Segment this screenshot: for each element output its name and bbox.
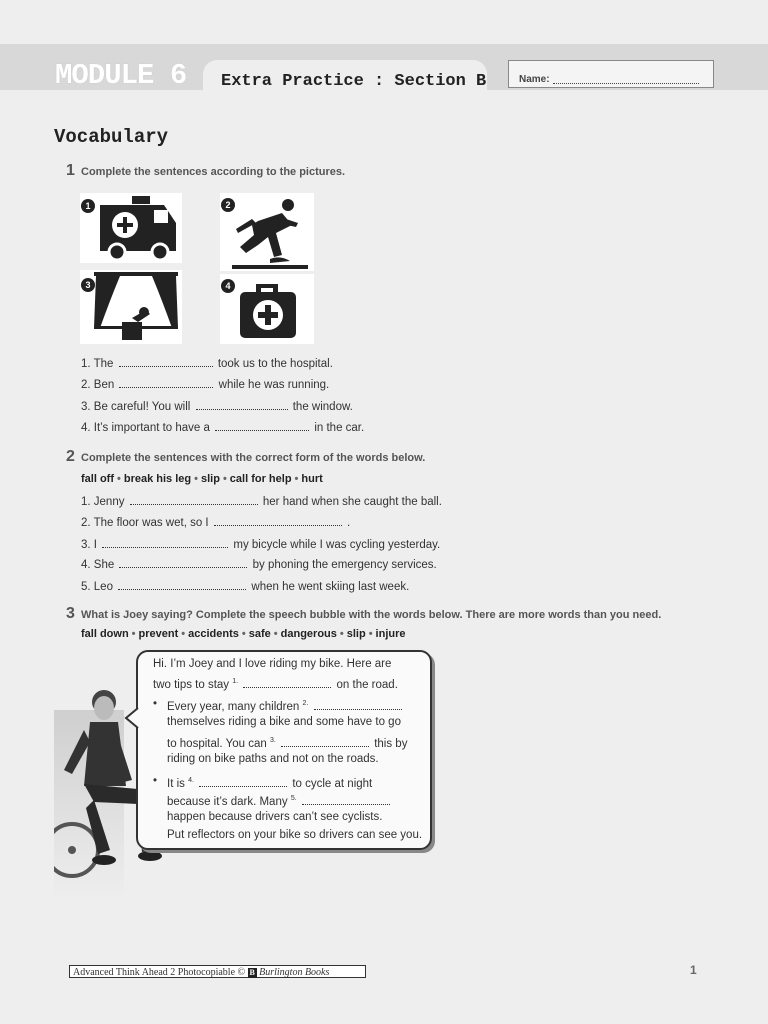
bubble-line-9: happen because drivers can’t see cyclists.: [167, 811, 383, 823]
picture-3: [80, 270, 182, 344]
bubble-line-2: [153, 673, 398, 694]
ex2-s5-start: 5. Leo: [81, 581, 113, 593]
ex1-s2-start: 2. Ben: [81, 379, 115, 391]
name-field[interactable]: [553, 83, 699, 84]
bubble-line-5-end: this by: [374, 737, 408, 750]
picture-3-badge: 3: [81, 278, 95, 292]
ex2-blank-2[interactable]: [214, 516, 342, 526]
exercise-1-instruction: Complete the sentences according to the pictures.: [81, 166, 346, 178]
bubble-line-2-start: two tips to stay: [153, 678, 230, 691]
footer-publisher: Burlington Books: [259, 967, 330, 978]
word-separator: •: [241, 628, 246, 640]
picture-1: [80, 193, 182, 263]
ex1-sentence-4: [81, 421, 364, 434]
ex2-s1-start: 1. Jenny: [81, 496, 125, 508]
word-bank-item: slip: [346, 628, 366, 640]
ex2-sentence-3: [81, 538, 440, 551]
ex2-s1-end: her hand when she caught the ball.: [262, 496, 442, 508]
ex1-blank-1[interactable]: [119, 357, 213, 367]
name-label: Name:: [519, 74, 550, 85]
ex2-blank-1[interactable]: [130, 495, 258, 505]
picture-4-badge: 4: [221, 279, 235, 293]
word-separator: •: [181, 628, 186, 640]
page-number: 1: [690, 963, 697, 977]
ex2-s3-start: 3. I: [81, 539, 97, 551]
footer-text: Advanced Think Ahead 2 Photocopiable ©: [73, 967, 246, 978]
bubble-bullet-2: •: [153, 775, 158, 787]
ex1-s2-end: while he was running.: [218, 379, 330, 391]
ex2-word-bank: [81, 473, 323, 485]
ex3-blank-1[interactable]: [243, 678, 331, 688]
ex3-word-bank: [81, 628, 406, 640]
word-bank-item: call for help: [229, 473, 292, 485]
section-heading: Vocabulary: [54, 126, 169, 148]
word-bank-item: injure: [375, 628, 406, 640]
bubble-line-1: Hi. I’m Joey and I love riding my bike. Here are: [153, 658, 392, 670]
ex2-s4-end: by phoning the emergency services.: [252, 559, 437, 571]
ex1-sentence-2: [81, 378, 329, 391]
ex2-sentence-4: [81, 558, 437, 571]
bubble-line-2-end: on the road.: [336, 678, 398, 691]
speech-bubble-tail: [124, 706, 140, 730]
bubble-line-10: Put reflectors on your bike so drivers can see you.: [167, 829, 423, 841]
ex1-s1-start: 1. The: [81, 358, 114, 370]
ex2-sentence-1: [81, 495, 442, 508]
ex1-sentence-1: [81, 357, 333, 370]
ex2-sentence-2: [81, 516, 350, 529]
word-bank-item: accidents: [188, 628, 239, 640]
module-label: MODULE 6: [55, 59, 187, 92]
ex2-sentence-5: [81, 580, 409, 593]
bubble-line-8-start: because it’s dark. Many: [167, 795, 288, 808]
ex2-blank-4[interactable]: [119, 558, 247, 568]
ex1-s4-end: in the car.: [314, 422, 365, 434]
word-separator: •: [194, 473, 198, 485]
ex1-s4-start: 4. It’s important to have a: [81, 422, 210, 434]
ex3-blank-2[interactable]: [314, 700, 402, 710]
blank-number-3: 3.: [269, 737, 276, 744]
picture-2-badge: 2: [221, 198, 235, 212]
ambulance-icon: [80, 193, 182, 263]
word-separator: •: [294, 473, 299, 485]
exercise-2-instruction: Complete the sentences with the correct form of the words below.: [81, 452, 426, 464]
word-separator: •: [339, 628, 344, 640]
ex1-blank-2[interactable]: [119, 378, 213, 388]
word-separator: •: [368, 628, 373, 640]
word-separator: •: [131, 628, 136, 640]
word-bank-item: prevent: [138, 628, 179, 640]
word-bank-item: fall down: [81, 628, 129, 640]
page-title: Extra Practice : Section B: [221, 72, 487, 91]
word-separator: •: [117, 473, 121, 485]
ex1-s3-start: 3. Be careful! You will: [81, 401, 191, 413]
word-separator: •: [222, 473, 227, 485]
bubble-line-6: riding on bike paths and not on the roads.: [167, 753, 379, 765]
exercise-2-number: 2: [66, 448, 75, 465]
exercise-3-instruction: What is Joey saying? Complete the speech bubble with the words below. There are more words than you need.: [81, 609, 662, 621]
blank-number-5: 5.: [290, 795, 297, 802]
ex2-s2-start: 2. The floor was wet, so I: [81, 517, 209, 529]
ex2-s3-end: my bicycle while I was cycling yesterday.: [233, 539, 441, 551]
word-bank-item: dangerous: [280, 628, 337, 640]
word-bank-item: fall off: [81, 473, 114, 485]
bubble-line-7-end: to cycle at night: [292, 777, 373, 790]
window-curtains-icon: [80, 270, 182, 344]
ex3-blank-5[interactable]: [302, 795, 390, 805]
ex1-blank-4[interactable]: [215, 421, 309, 431]
ex1-sentence-3: [81, 400, 353, 413]
ex2-s5-end: when he went skiing last week.: [251, 581, 410, 593]
bubble-line-4: themselves riding a bike and some have to go: [167, 716, 401, 728]
ex1-s3-end: the window.: [292, 401, 353, 413]
bubble-line-3-start: Every year, many children: [167, 700, 300, 713]
exercise-3-number: 3: [66, 605, 75, 622]
blank-number-2: 2.: [302, 700, 309, 707]
word-bank-item: hurt: [301, 473, 323, 485]
ex3-blank-4[interactable]: [199, 777, 287, 787]
footer-copyright: [69, 965, 366, 978]
ex1-blank-3[interactable]: [196, 400, 288, 410]
blank-number-1: 1.: [232, 678, 239, 685]
word-bank-item: safe: [248, 628, 271, 640]
word-separator: •: [273, 628, 278, 640]
word-bank-item: break his leg: [123, 473, 192, 485]
burlington-logo-icon: B: [249, 967, 255, 977]
ex2-blank-3[interactable]: [102, 538, 228, 548]
ex2-s4-start: 4. She: [81, 559, 115, 571]
exercise-1-number: 1: [66, 162, 75, 179]
ex3-blank-3[interactable]: [281, 737, 369, 747]
blank-number-4: 4.: [188, 777, 194, 784]
bubble-line-5-start: to hospital. You can: [167, 737, 267, 750]
word-bank-item: slip: [200, 473, 220, 485]
ex2-blank-5[interactable]: [118, 580, 246, 590]
picture-1-badge: 1: [81, 199, 95, 213]
bubble-line-7-start: It is: [167, 777, 185, 790]
ex1-s1-end: took us to the hospital.: [217, 358, 333, 370]
bubble-bullet-1: •: [153, 698, 158, 710]
ex2-s2-end: .: [347, 517, 351, 529]
